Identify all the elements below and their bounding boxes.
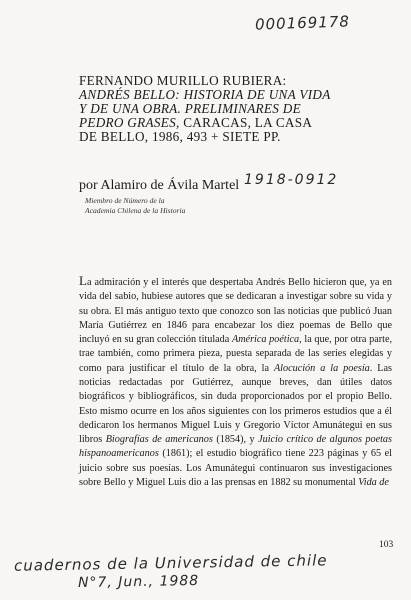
author-affiliation (85, 196, 185, 215)
affiliation-line-2: Academia Chilena de la Historia (85, 205, 186, 215)
handwritten-source-note: cuadernos de la Universidad de chile (13, 551, 328, 575)
heading-line-4-roman: CARACAS, LA CASA (179, 115, 313, 130)
heading-line-4 (79, 116, 399, 130)
page-number: 103 (379, 540, 394, 550)
review-heading (79, 74, 399, 144)
handwritten-annotation: 1918-0912 (244, 172, 339, 188)
body-title-alocucion: Alocución a la poesía (273, 362, 370, 374)
body-segment-1: a admiración y el interés que despertaba Andrés Bello hicieron que, ya en vida del sabio, hubiese autores que se dedicaran a investigar sobre su vida y su obra. El más antiguo texto que conozco son las noticias que publicó Juan María Gutiérrez en 1846 para encabezar los diez poemas de Bello que incluyó en su gran colección titulada (79, 277, 392, 346)
heading-line-3: Y DE UNA OBRA. PRELIMINARES DE (79, 101, 301, 116)
handwritten-issue-note: N°7, Jun., 1988 (77, 572, 200, 592)
drop-letter: L (79, 273, 87, 288)
body-segment-4: (1854), y (212, 434, 259, 446)
heading-line-4-italic: PEDRO GRASES, (79, 115, 180, 130)
handwritten-catalog-number: 000169178 (254, 12, 351, 34)
body-paragraph (79, 274, 392, 490)
body-title-juicio-critico: Juicio crítico de algunos poetas hispanoamericanos (79, 434, 392, 460)
author-byline: por Alamiro de Ávila Martel (79, 178, 240, 193)
heading-line-2: ANDRÉS BELLO: HISTORIA DE UNA VIDA (79, 87, 331, 102)
body-segment-3: . Las noticias redactadas por Gutiérrez, aunque breves, dan útiles datos biográficos y bibliográficos, sin duda proporcionados por el propio Bello. Esto mismo ocurre en los años siguientes con los primeros estudios que a él dedicaron los hermanos Miguel Luis y Gregorio Víctor Amunátegui en sus libros (79, 362, 392, 446)
body-title-america-poetica: América poética (231, 334, 300, 346)
affiliation-line-1: Miembro de Número de la (85, 196, 165, 205)
body-title-vida-de: Vida de (358, 476, 389, 488)
heading-line-5: DE BELLO, 1986, 493 + SIETE PP. (79, 129, 281, 144)
body-segment-5: (1861); el estudio biográfico tiene 223 páginas y 65 el juicio sobre sus poesías. Los Amunátegui continuaron sus investigaciones sobre Bello y Miguel Luis dio a las prensas en 1882 su monumental (79, 448, 392, 488)
body-segment-2: , la que, por otra parte, trae también, como primera pieza, puesta separada de las series elegidas y como para justificar el título de la obra, la (79, 334, 393, 374)
heading-line-1: FERNANDO MURILLO RUBIERA: (79, 73, 287, 88)
body-title-biografias: Biografías de americanos (105, 434, 213, 446)
body-text (79, 274, 392, 490)
